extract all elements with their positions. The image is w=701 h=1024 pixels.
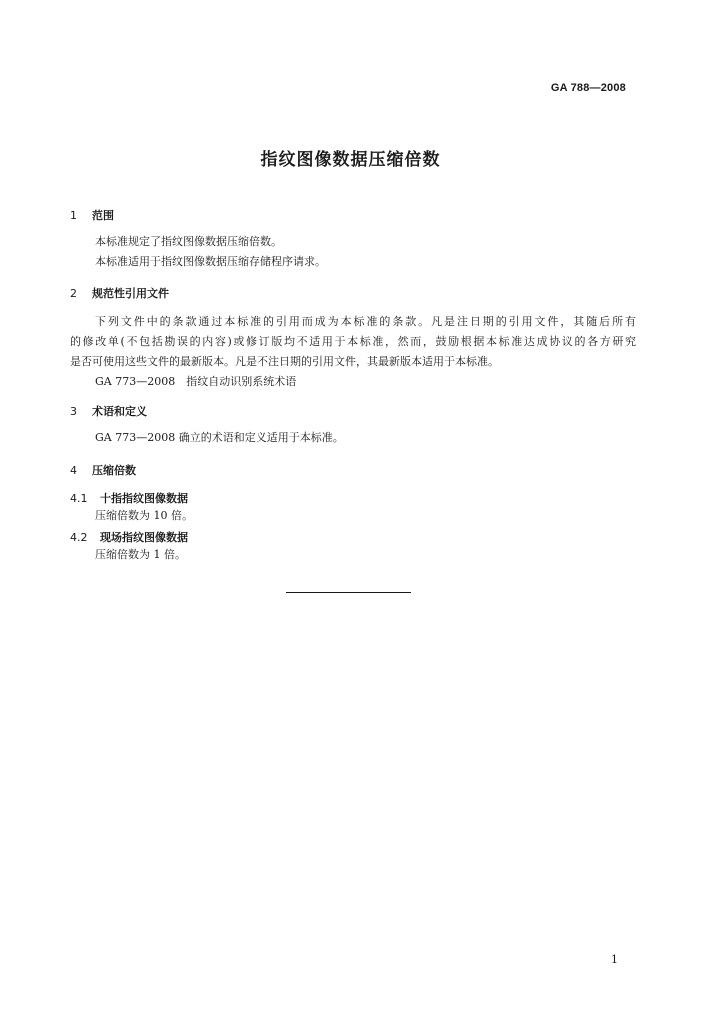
section-4-number: 4 <box>70 464 77 477</box>
section-4-title: 压缩倍数 <box>92 464 136 477</box>
section-3-number: 3 <box>70 405 77 418</box>
section-2-title: 规范性引用文件 <box>92 287 169 300</box>
scope-line-1: 本标准规定了指纹图像数据压缩倍数。 <box>95 235 282 248</box>
subsection-4-2-heading <box>70 529 188 545</box>
section-3-title: 术语和定义 <box>92 405 147 418</box>
section-4-heading <box>70 462 136 478</box>
scope-line-2: 本标准适用于指纹图像数据压缩存储程序请求。 <box>95 255 326 268</box>
terms-line: GA 773—2008 确立的术语和定义适用于本标准。 <box>95 431 344 444</box>
section-3-heading <box>70 403 147 419</box>
subsection-4-2-line: 压缩倍数为 1 倍。 <box>95 548 186 561</box>
subsection-4-1-number: 4.1 <box>70 492 88 505</box>
subsection-4-1-title: 十指指纹图像数据 <box>100 492 188 505</box>
document-title: 指纹图像数据压缩倍数 <box>260 150 441 170</box>
section-1-body <box>95 232 635 272</box>
section-2-heading <box>70 285 169 301</box>
subsection-4-1-body <box>95 506 635 526</box>
subsection-4-2-number: 4.2 <box>70 531 88 544</box>
subsection-4-1-heading <box>70 490 188 506</box>
normative-line-1: 下列文件中的条款通过本标准的引用而成为本标准的条款。凡是注日期的引用文件，其随后所有 <box>95 315 636 328</box>
normative-reference: GA 773—2008 指纹自动识别系统术语 <box>95 375 297 388</box>
normative-line-3: 是否可使用这些文件的最新版本。凡是不注日期的引用文件，其最新版本适用于本标准。 <box>70 355 499 368</box>
section-1-heading <box>70 207 114 223</box>
normative-line-2: 的修改单(不包括勘误的内容)或修订版均不适用于本标准，然而，鼓励根据本标准达成协议的各方研究 <box>70 335 636 348</box>
subsection-4-2-title: 现场指纹图像数据 <box>100 531 188 544</box>
page-number: 1 <box>611 953 618 966</box>
section-3-body <box>95 428 635 448</box>
end-of-text-rule <box>286 592 411 593</box>
standard-code: GA 788—2008 <box>550 82 626 94</box>
subsection-4-1-line: 压缩倍数为 10 倍。 <box>95 509 193 522</box>
section-1-title: 范围 <box>92 209 114 222</box>
section-1-number: 1 <box>70 209 77 222</box>
subsection-4-2-body <box>95 545 635 565</box>
section-2-body <box>70 312 636 392</box>
section-2-number: 2 <box>70 287 77 300</box>
